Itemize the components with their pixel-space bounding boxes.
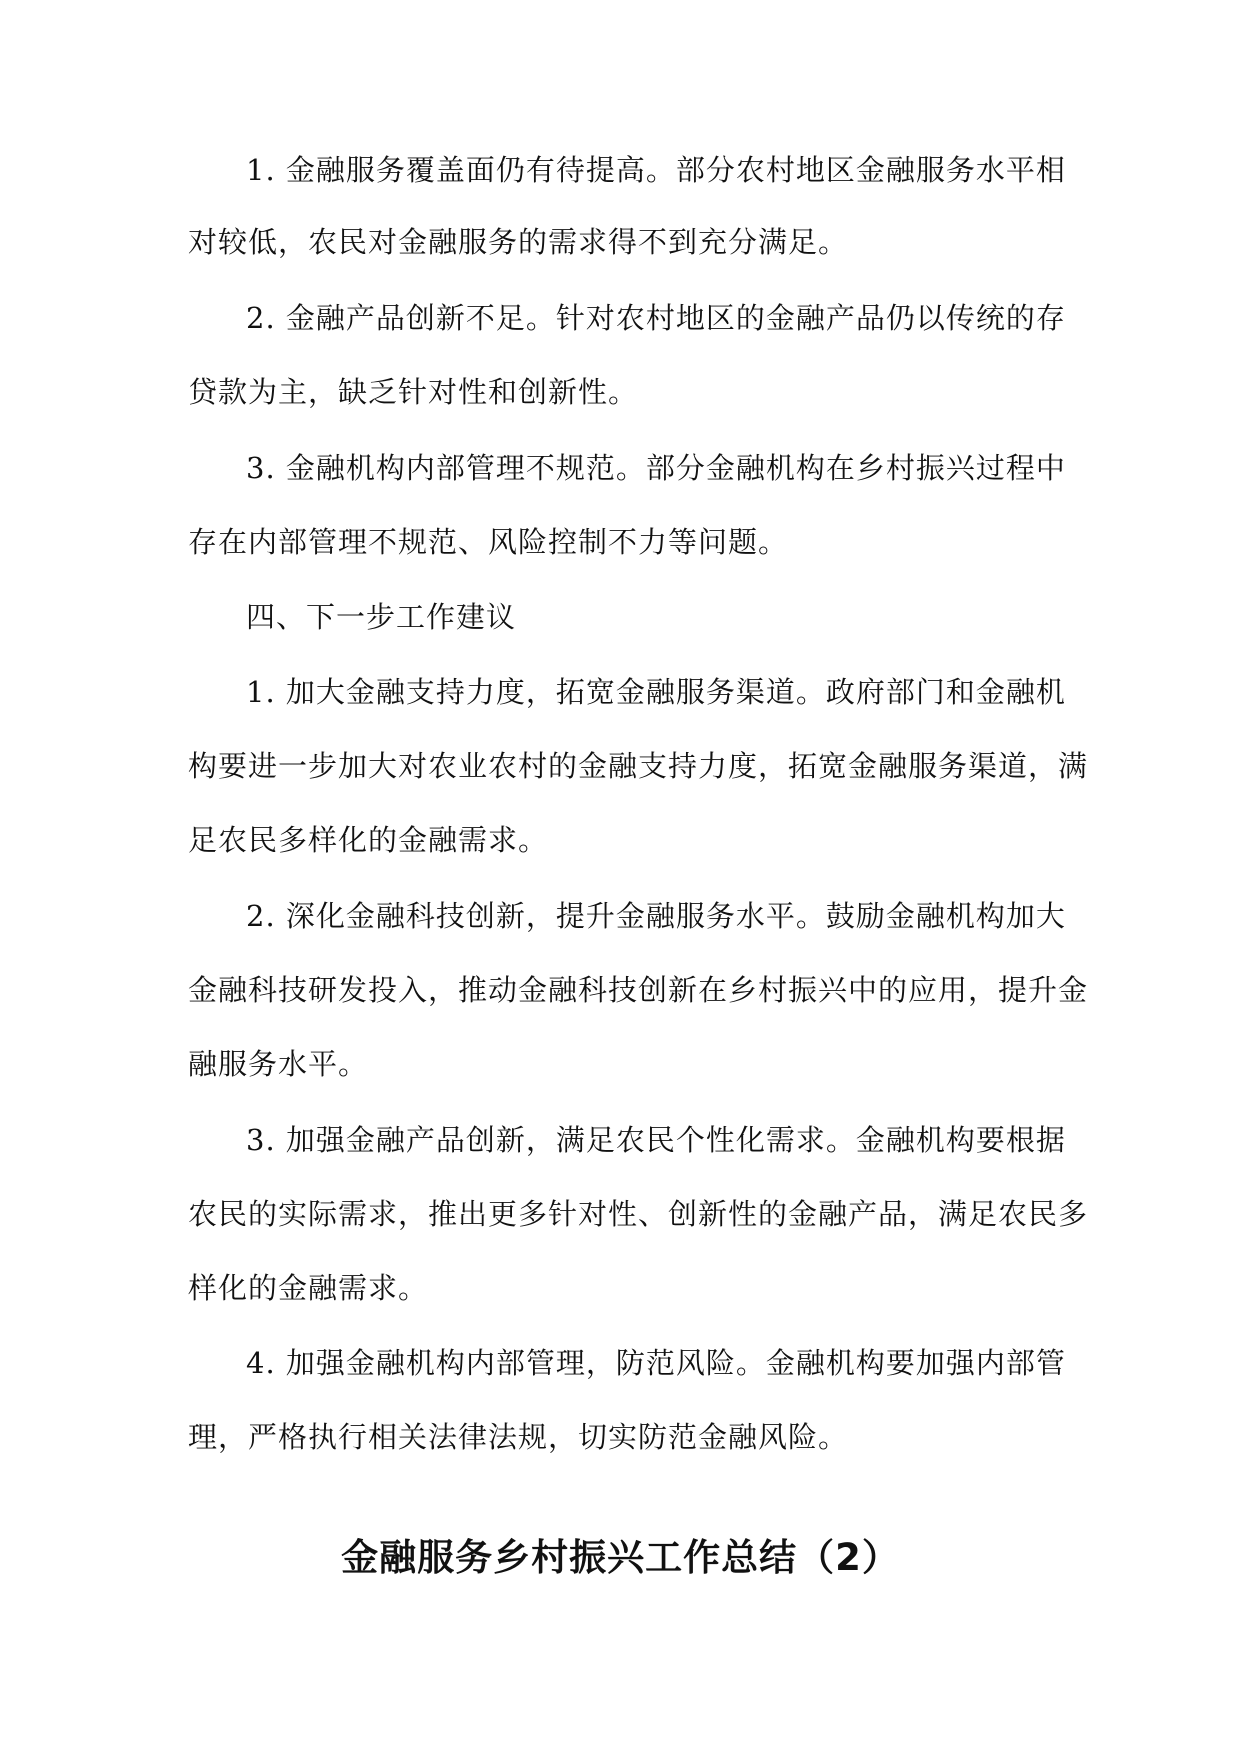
- paragraph-line: 构要进一步加大对农业农村的金融支持力度，拓宽金融服务渠道，满: [188, 749, 1089, 783]
- paragraph-line: 存在内部管理不规范、风险控制不力等问题。: [188, 525, 789, 559]
- paragraph-line: 3. 加强金融产品创新，满足农民个性化需求。金融机构要根据: [246, 1123, 1066, 1157]
- paragraph-line: 农民的实际需求，推出更多针对性、创新性的金融产品，满足农民多: [188, 1197, 1089, 1231]
- section-heading: 四、下一步工作建议: [246, 600, 517, 634]
- paragraph-line: 融服务水平。: [188, 1047, 369, 1081]
- next-section-title: 金融服务乡村振兴工作总结（2）: [341, 1536, 900, 1579]
- paragraph-line: 2. 金融产品创新不足。针对农村地区的金融产品仍以传统的存: [246, 301, 1066, 335]
- paragraph-line: 3. 金融机构内部管理不规范。部分金融机构在乡村振兴过程中: [246, 451, 1066, 485]
- paragraph-line: 1. 金融服务覆盖面仍有待提高。部分农村地区金融服务水平相: [246, 153, 1066, 187]
- paragraph-line: 2. 深化金融科技创新，提升金融服务水平。鼓励金融机构加大: [246, 899, 1066, 933]
- paragraph-line: 理，严格执行相关法律法规，切实防范金融风险。: [188, 1420, 849, 1454]
- paragraph-line: 对较低，农民对金融服务的需求得不到充分满足。: [188, 225, 849, 259]
- paragraph-line: 4. 加强金融机构内部管理，防范风险。金融机构要加强内部管: [246, 1346, 1066, 1380]
- paragraph-line: 足农民多样化的金融需求。: [188, 823, 549, 857]
- paragraph-line: 1. 加大金融支持力度，拓宽金融服务渠道。政府部门和金融机: [246, 675, 1066, 709]
- paragraph-line: 金融科技研发投入，推动金融科技创新在乡村振兴中的应用，提升金: [188, 973, 1089, 1007]
- paragraph-line: 样化的金融需求。: [188, 1271, 429, 1305]
- paragraph-line: 贷款为主，缺乏针对性和创新性。: [188, 375, 639, 409]
